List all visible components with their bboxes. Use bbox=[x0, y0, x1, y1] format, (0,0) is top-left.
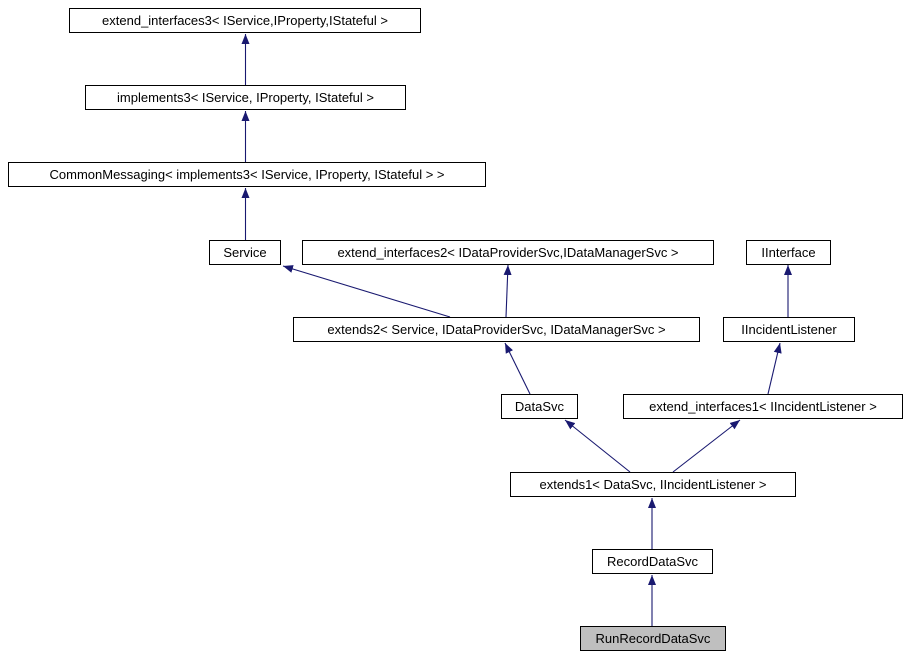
edge-extends1-extend_interfaces1 bbox=[673, 420, 740, 472]
node-common-messaging[interactable]: CommonMessaging< implements3< IService, IProperty, IStateful > > bbox=[8, 162, 486, 187]
node-extends2[interactable]: extends2< Service, IDataProviderSvc, IDataManagerSvc > bbox=[293, 317, 700, 342]
edge-datasvc-extends2 bbox=[505, 343, 530, 394]
edge-extend_interfaces1-iincidentlistener bbox=[768, 343, 780, 394]
node-extend-interfaces3[interactable]: extend_interfaces3< IService,IProperty,IStateful > bbox=[69, 8, 421, 33]
node-extend-interfaces1[interactable]: extend_interfaces1< IIncidentListener > bbox=[623, 394, 903, 419]
node-iinterface[interactable]: IInterface bbox=[746, 240, 831, 265]
node-service[interactable]: Service bbox=[209, 240, 281, 265]
node-datasvc[interactable]: DataSvc bbox=[501, 394, 578, 419]
node-extend-interfaces2[interactable]: extend_interfaces2< IDataProviderSvc,IDataManagerSvc > bbox=[302, 240, 714, 265]
edge-extends2-service bbox=[283, 266, 450, 317]
node-iincident-listener[interactable]: IIncidentListener bbox=[723, 317, 855, 342]
node-extends1[interactable]: extends1< DataSvc, IIncidentListener > bbox=[510, 472, 796, 497]
node-implements3[interactable]: implements3< IService, IProperty, IStateful > bbox=[85, 85, 406, 110]
edge-extends1-datasvc bbox=[565, 420, 630, 472]
node-run-record-datasvc: RunRecordDataSvc bbox=[580, 626, 726, 651]
node-record-datasvc[interactable]: RecordDataSvc bbox=[592, 549, 713, 574]
edge-extends2-extend_interfaces2 bbox=[506, 265, 508, 317]
